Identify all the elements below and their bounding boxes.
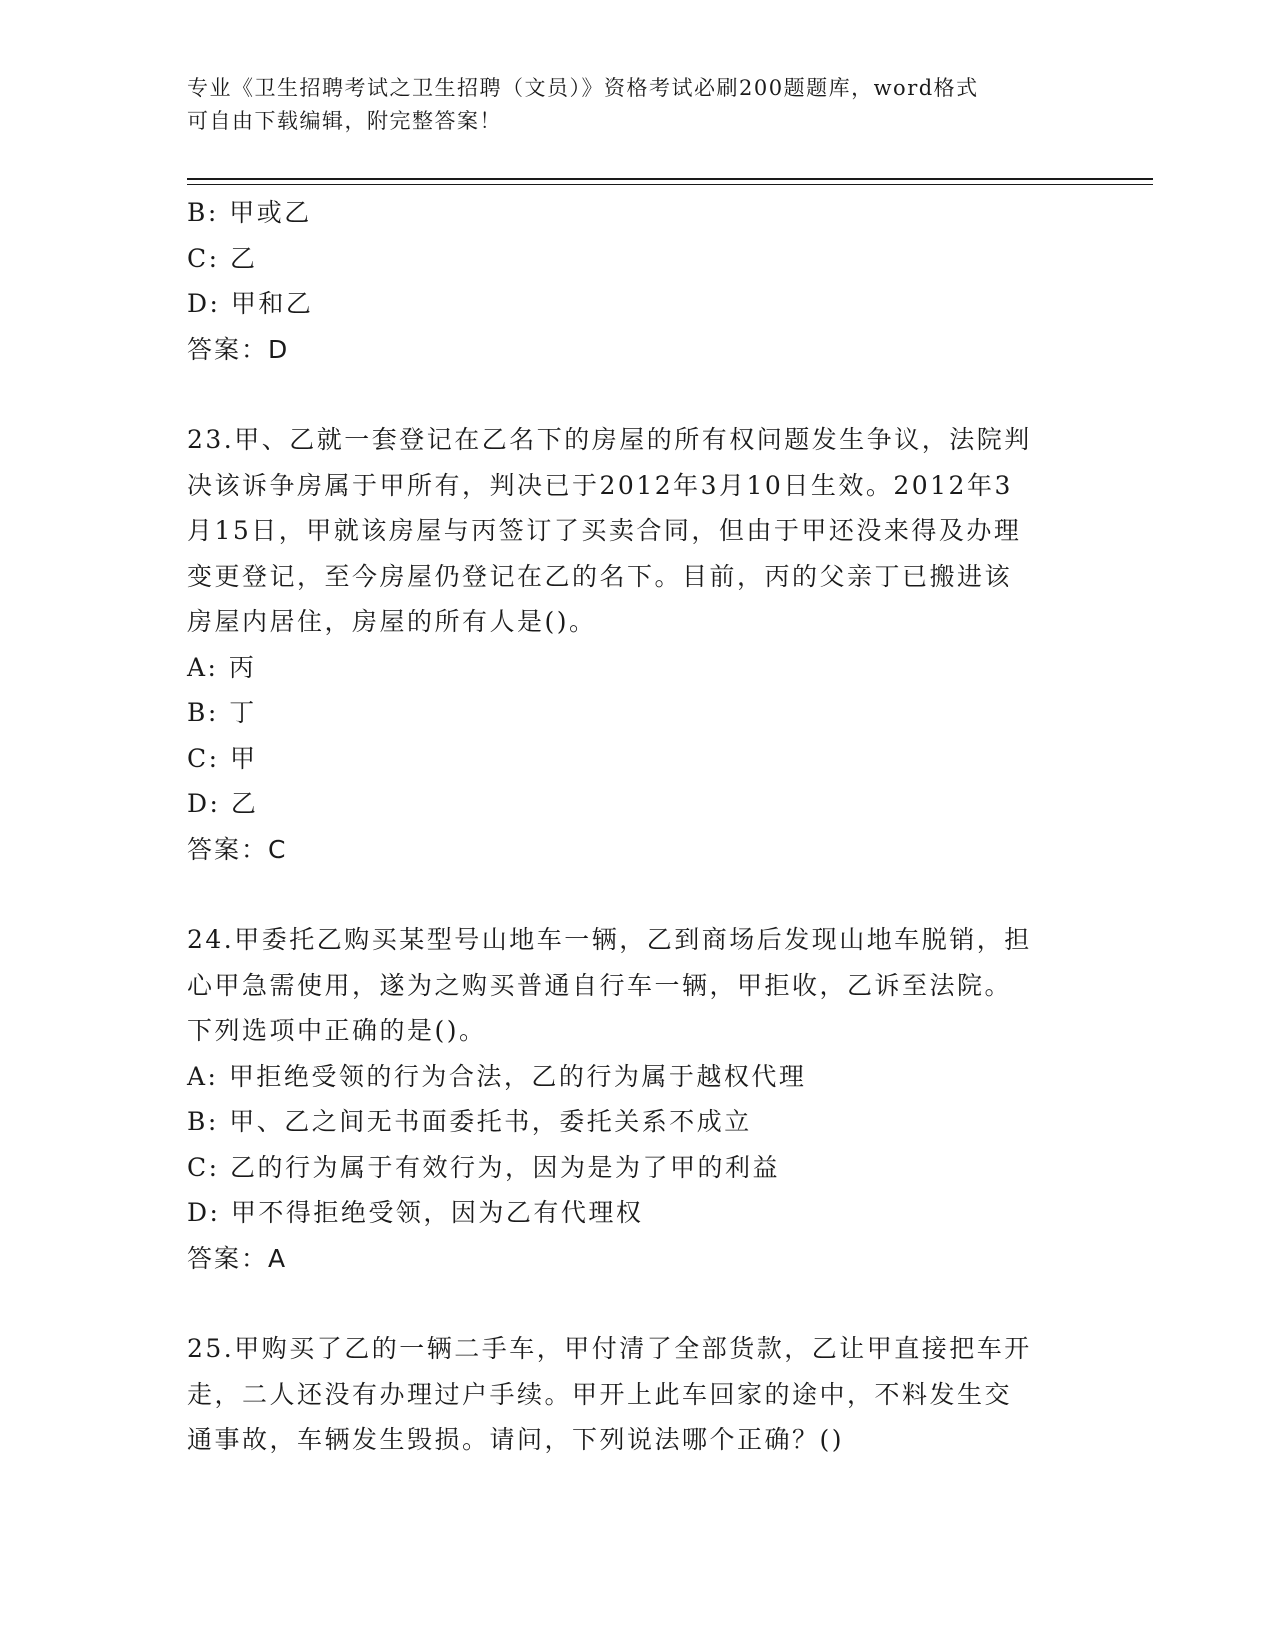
question-24 bbox=[187, 917, 1067, 1281]
option-b: B: 丁 bbox=[187, 698, 257, 727]
question-text-line: 变更登记，至今房屋仍登记在乙的名下。目前，丙的父亲丁已搬进该 bbox=[187, 561, 1013, 591]
question-text-line: 心甲急需使用，遂为之购买普通自行车一辆，甲拒收，乙诉至法院。 bbox=[187, 970, 1013, 1000]
question-text-line: 下列选项中正确的是()。 bbox=[187, 1016, 487, 1045]
question-25 bbox=[187, 1326, 1067, 1463]
answer: 答案：C bbox=[187, 834, 288, 864]
option-d: D: 甲不得拒绝受领，因为乙有代理权 bbox=[187, 1198, 644, 1227]
question-text-line: 房屋内居住，房屋的所有人是()。 bbox=[187, 607, 597, 636]
option-b: B: 甲、乙之间无书面委托书，委托关系不成立 bbox=[187, 1107, 752, 1136]
question-text-line: 24.甲委托乙购买某型号山地车一辆，乙到商场后发现山地车脱销，担 bbox=[187, 925, 1032, 954]
spacer bbox=[187, 1281, 1067, 1326]
option-c: C: 乙的行为属于有效行为，因为是为了甲的利益 bbox=[187, 1152, 780, 1182]
option-d: D: 甲和乙 bbox=[187, 289, 314, 318]
header-rule-thick bbox=[187, 178, 1153, 180]
question-text-line: 决该诉争房属于甲所有，判决已于2012年3月10日生效。2012年3 bbox=[187, 470, 1013, 500]
spacer bbox=[187, 872, 1067, 917]
question-text-line: 走，二人还没有办理过户手续。甲开上此车回家的途中，不料发生交 bbox=[187, 1379, 1013, 1409]
option-d: D: 乙 bbox=[187, 789, 259, 818]
question-22 bbox=[187, 190, 1067, 372]
header-rule-thin bbox=[187, 184, 1153, 185]
question-text-line: 25.甲购买了乙的一辆二手车，甲付清了全部货款，乙让甲直接把车开 bbox=[187, 1334, 1032, 1363]
header-title-line-1: 专业《卫生招聘考试之卫生招聘（文员）》资格考试必刷200题题库，word格式 bbox=[187, 76, 979, 100]
option-c: C: 乙 bbox=[187, 243, 258, 273]
question-23 bbox=[187, 417, 1067, 872]
question-text-line: 通事故，车辆发生毁损。请问，下列说法哪个正确？() bbox=[187, 1425, 845, 1454]
question-text-line: 23.甲、乙就一套登记在乙名下的房屋的所有权问题发生争议，法院判 bbox=[187, 425, 1032, 454]
option-a: A: 甲拒绝受领的行为合法，乙的行为属于越权代理 bbox=[187, 1061, 807, 1091]
answer: 答案：A bbox=[187, 1243, 288, 1273]
header-title-line-2: 可自由下载编辑，附完整答案！ bbox=[187, 109, 502, 133]
option-b: B: 甲或乙 bbox=[187, 198, 312, 227]
spacer bbox=[187, 372, 1067, 417]
option-a: A: 丙 bbox=[187, 652, 257, 682]
option-c: C: 甲 bbox=[187, 743, 258, 773]
question-text-line: 月15日，甲就该房屋与丙签订了买卖合同，但由于甲还没来得及办理 bbox=[187, 516, 1022, 545]
answer: 答案：D bbox=[187, 334, 290, 364]
question-content bbox=[187, 190, 1067, 1463]
document-header bbox=[187, 72, 1067, 138]
